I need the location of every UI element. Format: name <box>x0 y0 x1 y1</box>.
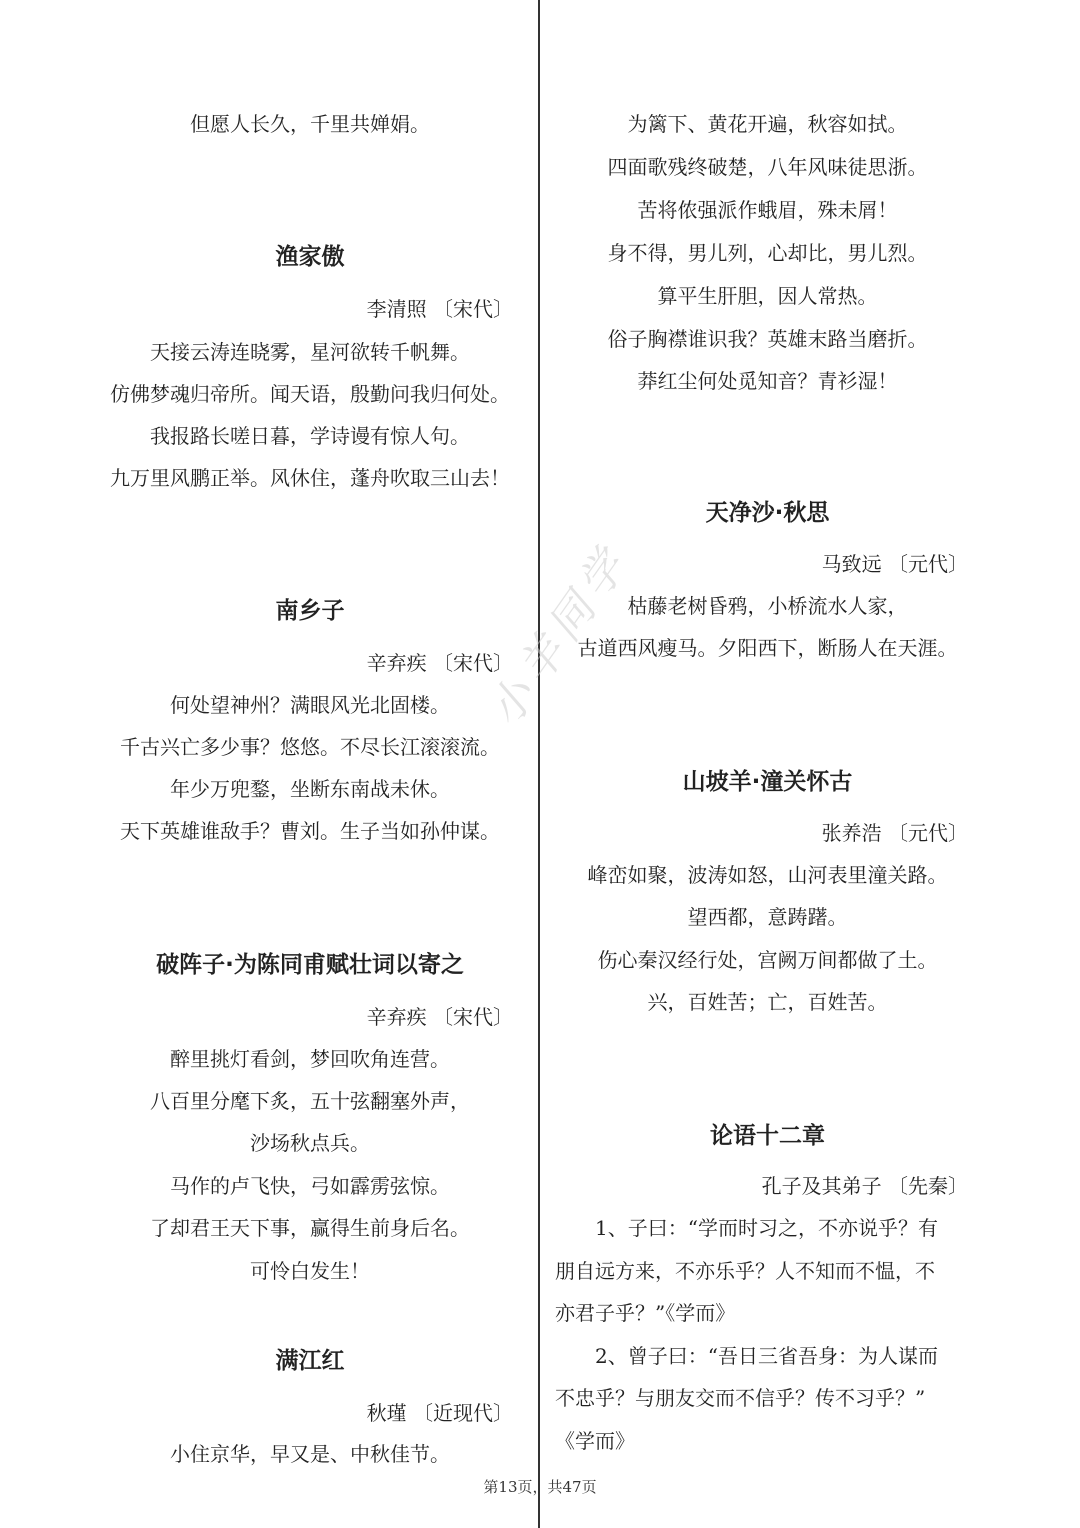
paragraph-line: 1、子曰：“学而时习之，不亦说乎？有 <box>595 1216 938 1240</box>
poem-line: 算平生肝胆，因人常热。 <box>657 284 878 308</box>
poem-line: 伤心秦汉经行处，宫阙万间都做了土。 <box>597 948 938 972</box>
poem-title: 天净沙·秋思 <box>705 500 830 526</box>
poem-line: 但愿人长久，千里共婵娟。 <box>190 112 430 136</box>
poem-line: 仿佛梦魂归帝所。闻天语，殷勤问我归何处。 <box>110 382 510 406</box>
poem-line: 马作的卢飞快，弓如霹雳弦惊。 <box>170 1174 450 1198</box>
poem-line: 身不得，男儿列，心却比，男儿烈。 <box>607 241 928 265</box>
poem-line: 了却君王天下事，赢得生前身后名。 <box>150 1216 470 1240</box>
poem-author: 马致远 〔元代〕 <box>821 552 968 576</box>
poem-line: 何处望神州？满眼风光北固楼。 <box>170 693 450 717</box>
poem-line: 兴，百姓苦；亡，百姓苦。 <box>647 990 888 1014</box>
poem-line: 天下英雄谁敌手？曹刘。生子当如孙仲谋。 <box>120 819 500 843</box>
poem-line: 可怜白发生！ <box>250 1259 370 1283</box>
paragraph-line: 亦君子乎？”《学而》 <box>555 1301 736 1325</box>
poem-title: 破阵子·为陈同甫赋壮词以寄之 <box>156 952 464 978</box>
poem-author: 秋瑾 〔近现代〕 <box>366 1401 513 1425</box>
poem-line: 千古兴亡多少事？悠悠。不尽长江滚滚流。 <box>120 735 500 759</box>
poem-title: 渔家傲 <box>275 244 345 270</box>
poem-line: 苦将侬强派作蛾眉，殊未屑！ <box>637 198 898 222</box>
page-number: 第13页，共47页 <box>483 1478 597 1496</box>
paragraph-line: 《学而》 <box>555 1429 635 1453</box>
poem-title: 南乡子 <box>275 598 345 624</box>
poem-line: 古道西风瘦马。夕阳西下，断肠人在天涯。 <box>577 636 958 660</box>
poem-author: 李清照 〔宋代〕 <box>366 297 513 321</box>
poem-author: 张养浩 〔元代〕 <box>821 821 968 845</box>
poem-line: 醉里挑灯看剑，梦回吹角连营。 <box>170 1047 450 1071</box>
poem-line: 枯藤老树昏鸦，小桥流水人家， <box>627 594 908 618</box>
watermark: 小羊同学 <box>479 535 641 736</box>
poem-title: 论语十二章 <box>710 1123 825 1149</box>
poem-title: 山坡羊·潼关怀古 <box>682 769 853 795</box>
poem-line: 九万里风鹏正举。风休住，蓬舟吹取三山去！ <box>110 466 510 490</box>
paragraph-line: 朋自远方来，不亦乐乎？人不知而不愠，不 <box>555 1259 935 1283</box>
paragraph-line: 2、曾子曰：“吾日三省吾身：为人谋而 <box>595 1344 938 1368</box>
poem-line: 年少万兜鍪，坐断东南战未休。 <box>170 777 450 801</box>
column-divider <box>538 0 540 1528</box>
poem-line: 我报路长嗟日暮，学诗谩有惊人句。 <box>150 424 470 448</box>
poem-line: 八百里分麾下炙，五十弦翻塞外声， <box>150 1089 470 1113</box>
poem-line: 峰峦如聚，波涛如怒，山河表里潼关路。 <box>587 863 948 887</box>
poem-line: 莽红尘何处觅知音？青衫湿！ <box>637 369 898 393</box>
poem-line: 沙场秋点兵。 <box>250 1131 370 1155</box>
poem-line: 天接云涛连晓雾，星河欲转千帆舞。 <box>150 340 470 364</box>
poem-line: 俗子胸襟谁识我？英雄末路当磨折。 <box>607 327 928 351</box>
poem-line: 小住京华，早又是、中秋佳节。 <box>170 1442 450 1466</box>
poem-author: 孔子及其弟子 〔先秦〕 <box>761 1174 968 1198</box>
poem-line: 为篱下、黄花开遍，秋容如拭。 <box>627 112 908 136</box>
poem-line: 望西都，意踌躇。 <box>687 905 848 929</box>
poem-author: 辛弃疾 〔宋代〕 <box>366 1005 513 1029</box>
poem-title: 满江红 <box>275 1348 345 1374</box>
poem-author: 辛弃疾 〔宋代〕 <box>366 651 513 675</box>
poem-line: 四面歌残终破楚，八年风味徒思浙。 <box>607 155 928 179</box>
paragraph-line: 不忠乎？与朋友交而不信乎？传不习乎？” <box>555 1386 926 1410</box>
